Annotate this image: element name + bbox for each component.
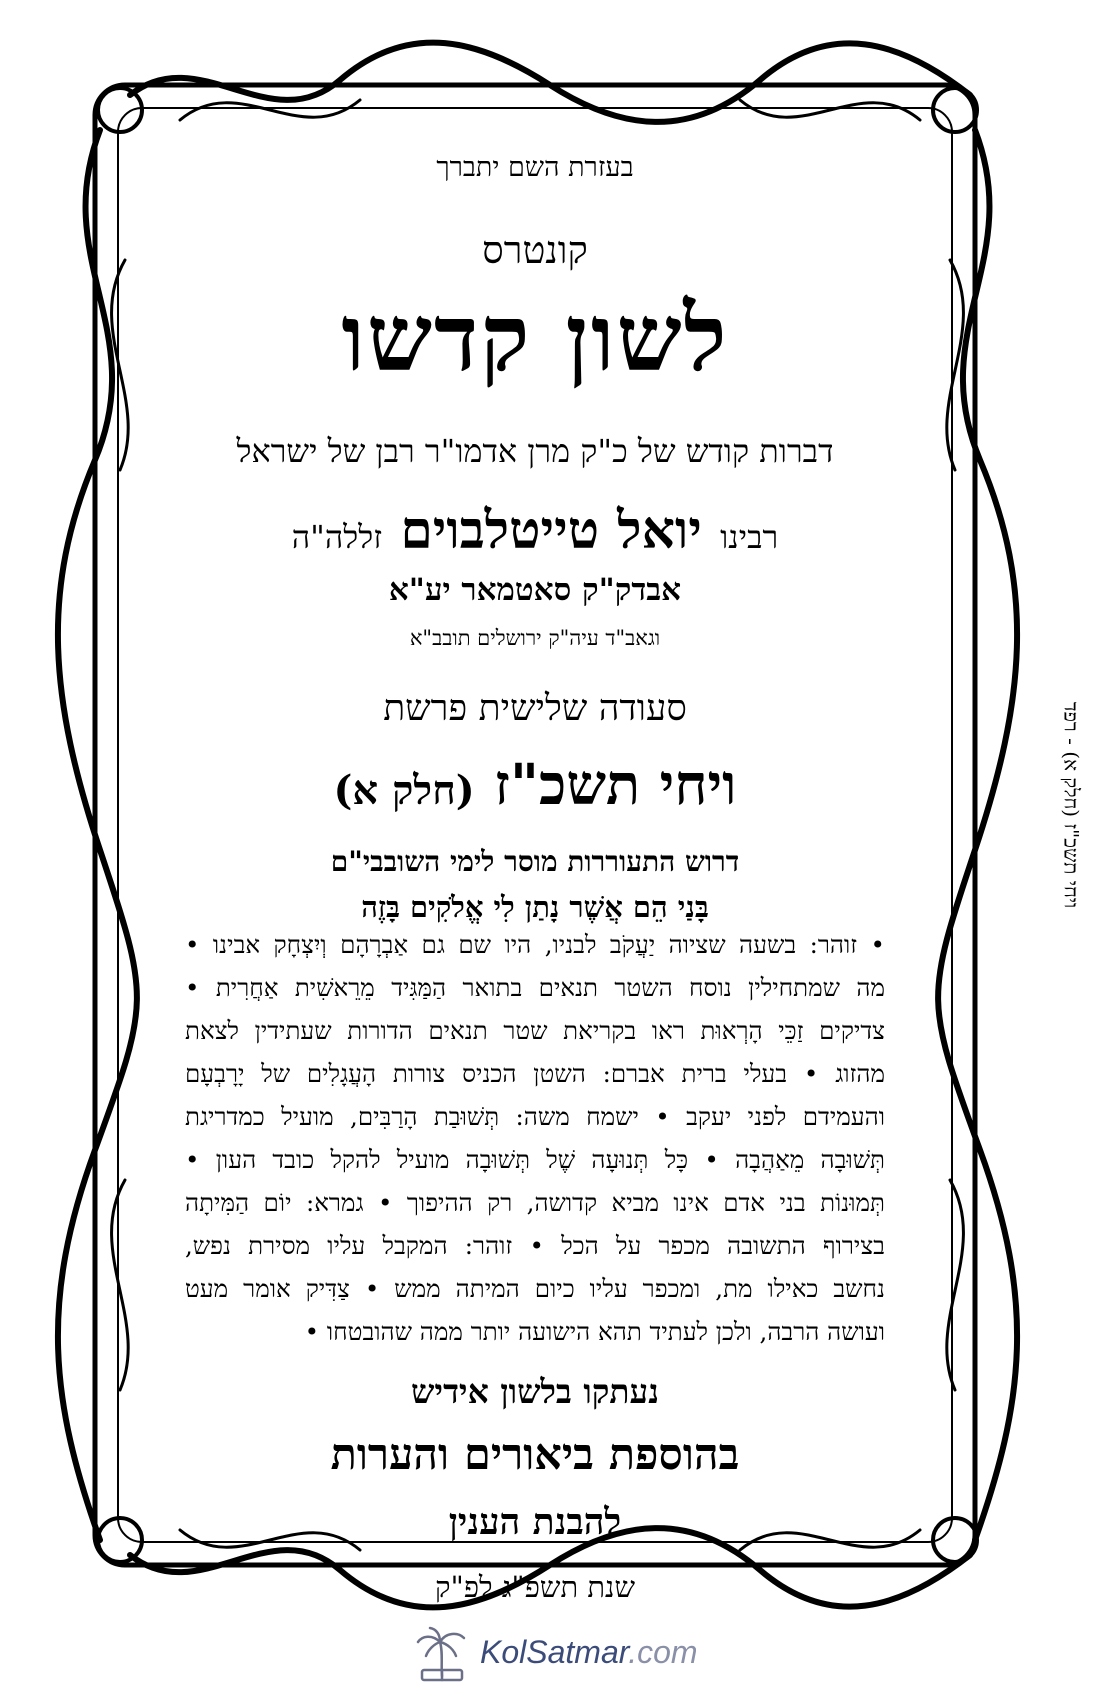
blessing-header: בעזרת השם יתברך [436,152,634,183]
translation-note: נעתקו בלשון אידיש [411,1372,659,1411]
drush-subtitle: דרוש התעוררות מוסר לימי השובבי"ם [330,845,740,878]
summary-line: בצירוף התשובה מכפר על הכל • זוהר: המקבל עליו מסירת נפש, [185,1231,885,1260]
parsha-name: ויחי תשכ"ז [494,752,737,818]
rebbe-name: יואל טייטלבוים [400,500,702,561]
understanding-line: להבנת הענין [448,1501,622,1543]
av-beis-din-line: אבדק"ק סאטמאר יע"א [388,572,682,608]
summary-line: צדיקים זַכֵּי הָרְאוּת ראו בקריאת שטר תנאים הדורות שעתידין לצאת [185,1016,885,1045]
footer [0,1620,1100,1690]
palm-tree-book-logo-icon [412,1626,472,1684]
summary-line: נחשב כאילו מת, ומכפר עליו כיום המיתה ממש • צַדִּיק אומר מעט [185,1274,885,1303]
kuntres-label: קונטרס [482,228,588,272]
rebbe-prefix: רבינו [720,518,779,556]
pasuk-line: בָּנַי הֵם אֲשֶׁר נָתַן לִי אֱלֹקִים בָּזֶה [361,890,709,924]
gaavad-line: וגאב"ד עיה"ק ירושלים תובב"א [409,626,661,650]
main-title: לשון קדשו [341,284,729,392]
additions-line: בהוספת ביאורים והערות [330,1430,740,1480]
summary-line: והעמידם לפני יעקב • ישמח משה: תְּשׁוּבַת הָרַבִּים, מועיל כמדריגת [185,1102,885,1131]
summary-line: תְּמוּנוֹת בני אדם אינו מביא קדושה, רק ההיפוך • גמרא: יוֹם הַמִּיתָה [185,1188,885,1217]
rebbe-name-line [175,500,895,561]
summary-line: תְּשׁוּבָה מֵאַהֲבָה • כָּל תְּנוּעָה שֶׁל תְּשׁוּבָה מועיל להקל כובד העון • [185,1145,885,1174]
summary-line: ועושה הרבה, ולכן לעתיד תהא הישועה יותר ממה שהובטחו • [304,1317,885,1346]
summary-line: • זוהר: בשעה שציוה יַעֲקֹב לבניו, היו שם גם אַבְרָהָם וְיִצְחָק אבינו • [185,930,885,959]
side-page-note [1056,690,1086,920]
rebbe-suffix: זללה"ה [291,518,383,556]
site-brand-name: KolSatmar [480,1634,629,1670]
summary-line: מהזוג • בעלי ברית אברם: השטן הכניס צורות הָעֲגָלִים של יָרָבְעָם [185,1059,885,1088]
site-brand[interactable] [480,1634,698,1671]
parsha-part: (חלק א) [333,767,475,814]
summary-line: מה שמתחילין נוסח השטר תנאים בתואר הַמַּגִּיד מֵרֵאשִׁית אַחֲרִית • [185,973,885,1002]
seuda-line: סעודה שלישית פרשת [383,688,687,729]
side-note-text: ויחי תשכ"ז (חלק א) - רפד [1059,701,1084,909]
parsha-title [175,752,895,818]
site-brand-tld: .com [628,1634,698,1670]
title-page [175,140,895,1604]
year-line: שנת תשפ"ג לפ"ק [434,1570,636,1604]
divrei-kodesh-line: דברות קודש של כ"ק מרן אדמו"ר רבן של ישראל [236,432,834,470]
